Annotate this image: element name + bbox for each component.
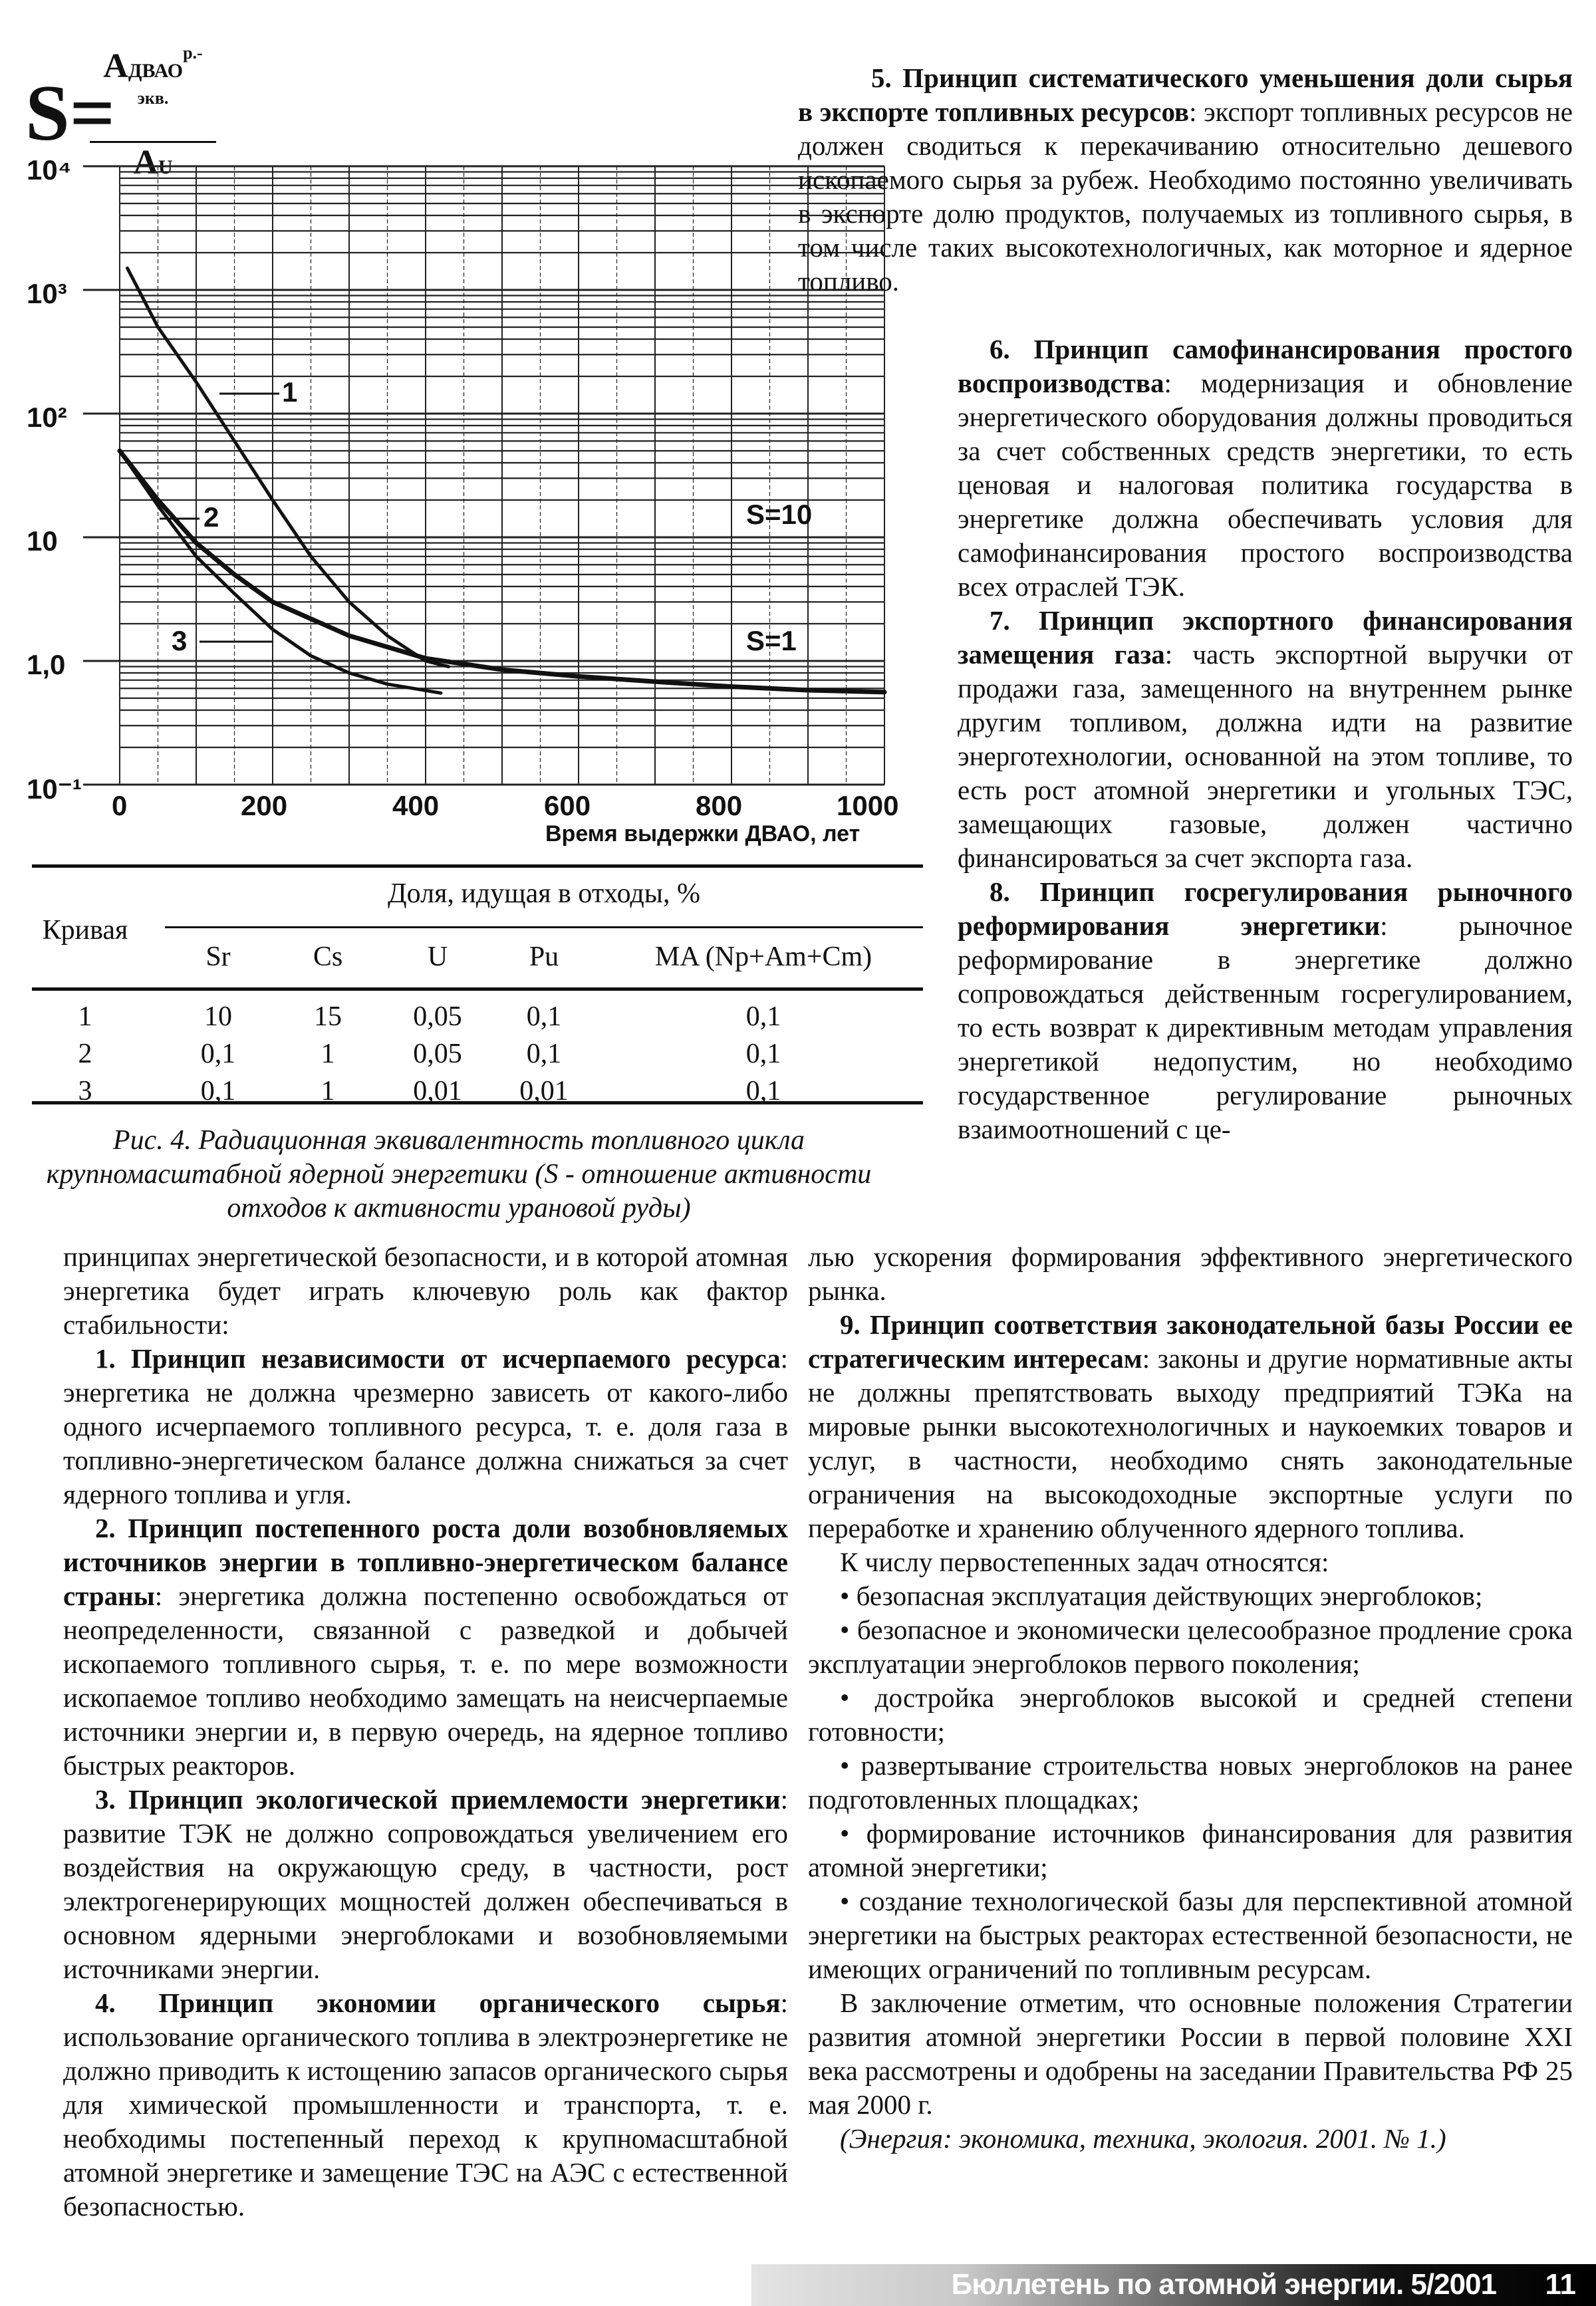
- curve-1-label: 1: [282, 376, 298, 408]
- table-row: 1 10 15 0,05 0,1 0,1: [78, 1001, 781, 1032]
- header-group: Доля, идущая в отходы, %: [388, 878, 700, 909]
- task-item: • развертывание строительства новых энергоблоков на ранее подготовленных площадках;: [808, 1750, 1573, 1815]
- table-bottom-rule: [32, 1101, 923, 1104]
- s1-label: S=1: [746, 625, 797, 656]
- y-tick: 10⁻¹: [27, 773, 82, 805]
- y-tick: 10²: [27, 402, 67, 433]
- figure-caption: Рис. 4. Радиационная эквивалентность топливного цикла крупномасштабной ядерной энергетики (S - отношение активности отходов к активности урановой руды): [46, 1125, 872, 1223]
- task-item: • достройка энергоблоков высокой и средней степени готовности;: [808, 1682, 1573, 1747]
- table-row: 2 0,1 1 0,05 0,1 0,1: [78, 1039, 781, 1069]
- formula-numerator: $AДВАО^{р.-экв.}$: [103, 43, 203, 108]
- principle-8: 8. Принцип госрегулирования рыночного реформирования энергетики: рыночное реформирование в энергетике должно сопровождаться действенным госрегулированием, то есть возврат к директивным методам управления энергетикой недопустим, но необходимо государственное регулирование рыночных взаимоотношений с це-: [958, 876, 1573, 1144]
- principle-6: 6. Принцип самофинансирования простого воспроизводства: модернизация и обновление энергетического оборудования должны проводиться за счет собственных средств энергетики, то есть ценовая и налоговая политика государства в энергетике должна обеспечивать условия для самофинансирования простого воспроизводства всех отраслей ТЭК.: [958, 334, 1573, 602]
- header-bottom-rule: [32, 987, 923, 991]
- header-ma: MA (Np+Am+Cm): [654, 942, 872, 972]
- tasks-intro: К числу первостепенных задач относятся:: [840, 1547, 1329, 1577]
- x-tick: 600: [544, 790, 591, 821]
- waste-fraction-table: [32, 864, 923, 1106]
- table-body: [32, 1001, 923, 1112]
- header-sub-rule: [165, 926, 923, 928]
- principle-4: 4. Принцип экономии органического сырья: использование органического топлива в электроэнергетике не должно приводить к истощению запасов органического сырья для химической промышленности и транспорта, т. е. необходимы постепенный переход к крупномасштабной атомной энергетике и замещение ТЭС на АЭС с естественной безопасностью.: [63, 1987, 788, 2222]
- table-header: [32, 868, 923, 1106]
- y-tick: 10: [27, 525, 58, 557]
- header-pu: Pu: [529, 942, 559, 972]
- x-tick: 200: [241, 790, 288, 821]
- header-u: U: [427, 942, 448, 972]
- formula-denominator: AU: [133, 144, 173, 182]
- y-tick: 10³: [27, 278, 67, 309]
- log-chart: [0, 146, 924, 854]
- x-tick: 1000: [837, 790, 899, 821]
- curve-3-label: 3: [172, 625, 188, 656]
- principle-8-continued: лью ускорения формирования эффективного энергетического рынка.: [808, 1241, 1573, 1306]
- task-item: • безопасное и экономически целесообразное продление срока эксплуатации энергоблоков первого поколения;: [808, 1614, 1573, 1679]
- header-cs: Cs: [313, 942, 343, 972]
- task-item: • создание технологической базы для перспективной атомной энергетики на быстрых реакторах естественной безопасности, не имеющих ограничений по топливным ресурсам.: [808, 1886, 1573, 1984]
- principle-7: 7. Принцип экспортного финансирования замещения газа: часть экспортной выручки от продажи газа, замещенного на внутреннем рынке другим топливом, должна идти на развитие энерготехнологии, основанной на этом топливе, то есть рост атомной энергетики и угольных ТЭС, замещающих газовые, должен частично финансироваться за счет экспорта газа.: [958, 605, 1573, 873]
- header-curve: Кривая: [42, 915, 128, 946]
- right-top-column: [798, 61, 1573, 299]
- source-citation: (Энергия: экономика, техника, экология. 2001. № 1.): [840, 2123, 1446, 2154]
- x-tick: 0: [112, 790, 128, 821]
- page-number: 11: [1545, 2268, 1576, 2301]
- principle-3: 3. Принцип экологической приемлемости энергетики: развитие ТЭК не должно сопровождаться увеличением его воздействия на окружающую среду, в частности, рост электрогенерирующих мощностей должен обеспечиваться в основном ядерными энергоблоками и возобновляемыми источниками энергии.: [63, 1784, 788, 1984]
- right-top-column-narrow: [958, 332, 1573, 1146]
- intro-paragraph: принципах энергетической безопасности, и в которой атомная энергетика будет играть ключевую роль как фактор стабильности:: [63, 1241, 788, 1340]
- x-axis-title: Время выдержки ДВАО, лет: [545, 821, 861, 846]
- header-sr: Sr: [205, 942, 231, 972]
- s10-label: S=10: [746, 499, 813, 530]
- curve-2-label: 2: [203, 501, 219, 533]
- left-bottom-column: [63, 1240, 788, 2224]
- principle-1: 1. Принцип независимости от исчерпаемого ресурса: энергетика не должна чрезмерно зависеть от какого-либо одного исчерпаемого топливного ресурса, т. е. доля газа в топливно-энергетическом балансе должна снижаться за счет ядерного топлива и угля.: [63, 1343, 788, 1509]
- task-item: • формирование источников финансирования для развития атомной энергетики;: [808, 1818, 1573, 1882]
- conclusion: В заключение отметим, что основные положения Стратегии развития атомной энергетики России в первой половине XXI века рассмотрены и одобрены на заседании Правительства РФ 25 мая 2000 г.: [808, 1987, 1573, 2120]
- formula-lhs: S=: [25, 68, 116, 157]
- principle-9: 9. Принцип соответствия законодательной базы России ее стратегическим интересам: законы и другие нормативные акты не должны препятствовать выходу предприятий ТЭКа на мировые рынки высокотехнологичных и наукоемких товаров и услуг, в частности, необходимо снять законодательные ограничения на высокодоходные экспортные услуги по переработке и хранению облученного ядерного топлива.: [808, 1309, 1573, 1543]
- table-row: 3 0,1 1 0,01 0,01 0,1: [78, 1076, 781, 1106]
- y-tick: 10⁴: [27, 154, 72, 186]
- curve-3: [120, 451, 441, 693]
- y-tick: 1,0: [27, 649, 66, 680]
- x-tick: 800: [696, 790, 743, 821]
- principle-5: 5. Принцип систематического уменьшения доли сырья в экспорте топливных ресурсов: экспорт топливных ресурсов не должен сводиться к перекачиванию относительно дешевого ископаемого сырья за рубеж. Необходимо постоянно увеличивать в экспорте долю продуктов, получаемых из топливного сырья, в том числе таких высокотехнологичных, как моторное и ядерное топливо.: [798, 63, 1573, 297]
- x-tick: 400: [392, 790, 440, 821]
- right-bottom-column: [808, 1240, 1573, 2156]
- principle-2: 2. Принцип постепенного роста доли возобновляемых источников энергии в топливно-энергетическом балансе страны: энергетика должна постепенно освобождаться от неопределенности, связанной с разведкой и добычей ископаемого топливного сырья, т. е. по мере возможности ископаемое топливо необходимо замещать на неисчерпаемые источники энергии и, в первую очередь, на ядерное топливо быстрых реакторов.: [63, 1513, 788, 1781]
- page-footer: [751, 2264, 1596, 2306]
- task-item: • безопасная эксплуатация действующих энергоблоков;: [840, 1581, 1483, 1611]
- journal-title: Бюллетень по атомной энергии. 5/2001: [951, 2268, 1496, 2301]
